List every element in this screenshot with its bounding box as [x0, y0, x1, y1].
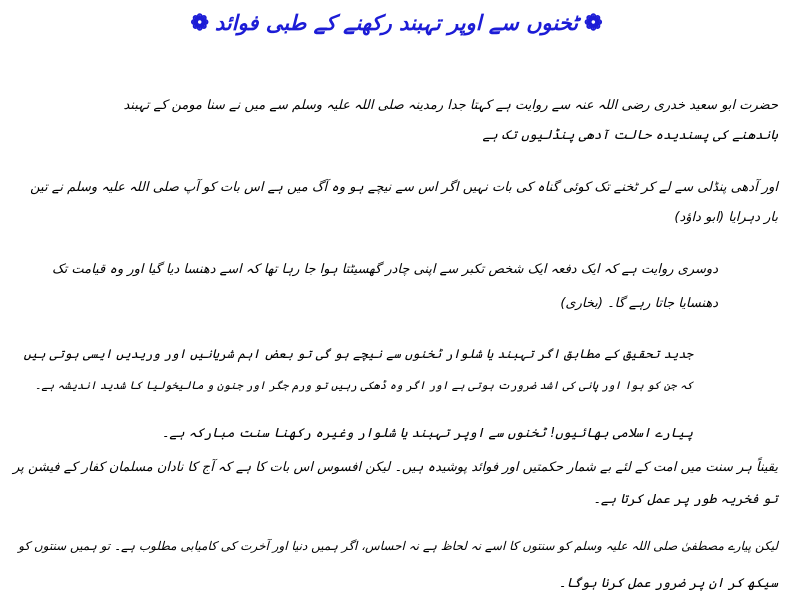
- p3-line1: دوسری روایت ہے کہ ایک دفعہ ایک شخص تکبر سے اپنی چادر گھسیٹتا ہوا جا رہا تھا کہ اسے دھنسا دیا گیا اور وہ قیامت تک: [51, 262, 718, 277]
- p1-line2: باندھنے کی پسندیدہ حالت آدھی پنڈلیوں تک ہے: [482, 128, 778, 143]
- p2-line2: بار دہرایا (ابو داؤد): [674, 210, 778, 225]
- ornament-right-icon: ❁: [584, 9, 603, 36]
- title-wrap: [0, 10, 793, 35]
- p6-line2: تو فخریہ طور پر عمل کرتا ہے۔: [593, 492, 778, 507]
- page-title: [190, 10, 602, 35]
- p5-line1: پیارے اسلامی بھائیوں! ٹخنوں سے اوپر تہبند یا شلوار وغیرہ رکھنا سنت مبارکہ ہے۔: [161, 426, 693, 441]
- p1-line1: حضرت ابو سعید خدری رضی اللہ عنہ سے روایت ہے کہتا جدا رمدینہ صلی اللہ علیہ وسلم سے میں نے سنا مومن کے تہبند: [123, 98, 778, 113]
- p3-line2: دھنسایا جاتا رہے گا۔ (بخاری): [560, 296, 718, 311]
- p2-line1: اور آدھی پنڈلی سے لے کر ٹخنے تک کوئی گناہ کی بات نہیں اگر اس سے نیچے ہو وہ آگ میں ہے اس بات کو آپ صلی اللہ علیہ وسلم نے تین: [30, 180, 778, 195]
- p7-line2: سیکھ کر ان پر ضرور عمل کرنا ہوگا۔: [558, 576, 778, 591]
- title-text: ٹخنوں سے اوپر تہبند رکھنے کے طبی فوائد: [214, 10, 579, 35]
- p6-line1: یقیناً ہر سنت میں امت کے لئے بے شمار حکمتیں اور فوائد پوشیدہ ہیں۔ لیکن افسوس اس بات کا ہے کہ آج کا نادان مسلمان کفار کے فیشن پر: [13, 460, 778, 475]
- p4-line2: کہ جن کو ہوا اور پانی کی اشد ضرورت ہوتی ہے اور اگر وہ ڈھکی رہیں تو ورم جگر اور جنون و مالیخولیا کا شدید اندیشہ ہے۔: [34, 379, 693, 392]
- p7-line1: لیکن پیارے مصطفیٰ صلی اللہ علیہ وسلم کو سنتوں کا اسے نہ لحاظ ہے نہ احساس، اگر ہمیں دنیا اور آخرت کی کامیابی مطلوب ہے۔ تو ہمیں سنتوں کو: [18, 539, 778, 553]
- ornament-left-icon: ❁: [190, 9, 209, 36]
- p4-line1: جدید تحقیق کے مطابق اگر تہبند یا شلوار ٹخنوں سے نیچے ہو گی تو بعض اہم شریانیں اور وریدیں ایسی ہوتی ہیں: [23, 346, 693, 361]
